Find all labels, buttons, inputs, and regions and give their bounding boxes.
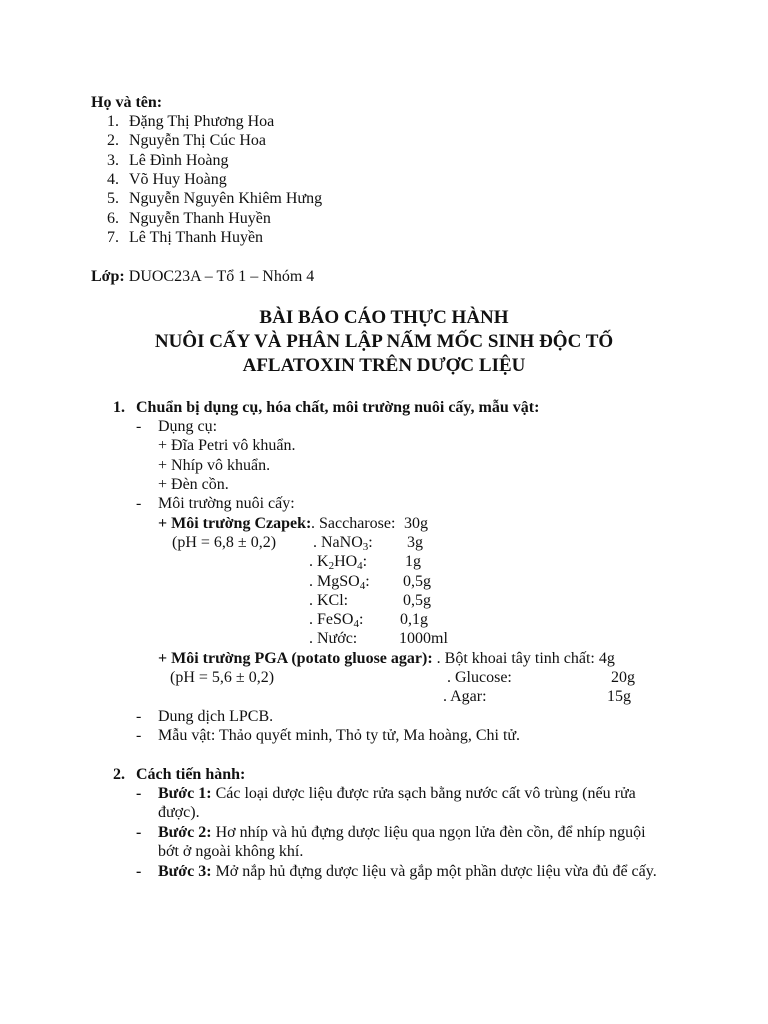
czapek-amount: 1g xyxy=(405,553,421,570)
title-line-2: NUÔI CẤY VÀ PHÂN LẬP NẤM MỐC SINH ĐỘC TỐ xyxy=(154,331,614,352)
step-label: Bước 1: xyxy=(158,785,212,802)
class-line xyxy=(91,267,314,287)
czapek-ingredient: . $K_2HO_4$: xyxy=(309,553,368,572)
step-item xyxy=(158,862,657,882)
member-number: 5. xyxy=(107,190,119,207)
class-value: DUOC23A – Tổ 1 – Nhóm 4 xyxy=(128,268,315,285)
member-name: Nguyễn Thanh Huyền xyxy=(129,210,271,227)
czapek-ingredient: . FeSO$_4$: xyxy=(309,611,364,630)
pga-amount: 4g xyxy=(598,650,615,667)
pga-ph: (pH = 5,6 ± 0,2) xyxy=(170,669,275,686)
pga-line xyxy=(158,649,615,669)
member-name: Nguyễn Thị Cúc Hoa xyxy=(129,132,267,149)
pga-amount: 20g xyxy=(611,669,635,686)
step-text: Mở nắp hủ đựng dược liệu và gắp một phần dược liệu vừa đủ để cấy. xyxy=(215,863,657,880)
title-line-1: BÀI BÁO CÁO THỰC HÀNH xyxy=(259,307,509,328)
member-number: 4. xyxy=(107,171,119,188)
member-name: Lê Thị Thanh Huyền xyxy=(129,229,264,246)
czapek-amount: 1000ml xyxy=(399,630,448,647)
czapek-amount: 30g xyxy=(404,515,428,532)
czapek-ingredient: . MgSO$_4$: xyxy=(309,573,370,592)
member-name: Võ Huy Hoàng xyxy=(129,171,227,188)
tool-item: + Đèn cồn. xyxy=(158,476,229,493)
step-continuation: bớt ở ngoài không khí. xyxy=(158,843,304,860)
czapek-amount: 3g xyxy=(407,534,423,551)
bullet-dash: - xyxy=(136,495,142,512)
member-number: 1. xyxy=(107,113,119,130)
section-number: 2. xyxy=(113,766,125,783)
tool-item: + Nhíp vô khuẩn. xyxy=(158,457,271,474)
member-number: 7. xyxy=(107,229,119,246)
member-name: Đặng Thị Phương Hoa xyxy=(129,113,275,130)
czapek-label: + Môi trường Czapek: xyxy=(158,515,312,532)
media-label: Môi trường nuôi cấy: xyxy=(158,495,295,512)
member-name: Nguyễn Nguyên Khiêm Hưng xyxy=(129,190,323,207)
step-item xyxy=(158,784,636,804)
step-text: Hơ nhíp và hủ đựng dược liệu qua ngọn lửa đèn cồn, để nhíp nguội xyxy=(215,824,646,841)
member-number: 6. xyxy=(107,210,119,227)
lpcb-item: Dung dịch LPCB. xyxy=(158,708,274,725)
pga-ingredient: . Glucose: xyxy=(447,669,512,686)
step-label: Bước 2: xyxy=(158,824,212,841)
section-number: 1. xyxy=(113,399,125,416)
member-name: Lê Đình Hoàng xyxy=(129,152,229,169)
bullet-dash: - xyxy=(136,824,142,841)
czapek-ingredient: . KCl: xyxy=(309,592,349,609)
bullet-dash: - xyxy=(136,727,142,744)
member-number: 3. xyxy=(107,152,119,169)
name-label: Họ và tên: xyxy=(91,94,163,111)
pga-amount: 15g xyxy=(607,688,631,705)
title-line-3: AFLATOXIN TRÊN DƯỢC LIỆU xyxy=(242,355,526,376)
step-text: Các loại dược liệu được rửa sạch bằng nước cất vô trùng (nếu rửa xyxy=(215,785,636,802)
bullet-dash: - xyxy=(136,785,142,802)
member-number: 2. xyxy=(107,132,119,149)
section-heading: Chuẩn bị dụng cụ, hóa chất, môi trường nuôi cấy, mẫu vật: xyxy=(136,399,540,416)
czapek-ph: (pH = 6,8 ± 0,2) xyxy=(172,534,277,551)
pga-label: + Môi trường PGA (potato gluose agar): xyxy=(158,650,433,667)
step-label: Bước 3: xyxy=(158,863,212,880)
pga-ingredient: . Bột khoai tây tinh chất: xyxy=(436,650,595,667)
section-heading: Cách tiến hành: xyxy=(136,766,246,783)
class-label: Lớp: xyxy=(91,268,125,285)
step-continuation: được). xyxy=(158,804,200,821)
czapek-ingredient: . NaNO$_3$: xyxy=(313,534,373,553)
czapek-ingredient: . Saccharose: xyxy=(311,515,396,532)
bullet-dash: - xyxy=(136,863,142,880)
czapek-ingredient: . Nước: xyxy=(309,630,358,647)
samples-item: Mẫu vật: Thảo quyết minh, Thỏ ty tử, Ma hoàng, Chi tử. xyxy=(158,727,521,744)
czapek-amount: 0,1g xyxy=(400,611,428,628)
bullet-dash: - xyxy=(136,418,142,435)
pga-ingredient: . Agar: xyxy=(443,688,487,705)
tool-item: + Đĩa Petri vô khuẩn. xyxy=(158,437,296,454)
bullet-dash: - xyxy=(136,708,142,725)
tools-label: Dụng cụ: xyxy=(158,418,218,435)
czapek-amount: 0,5g xyxy=(403,573,431,590)
czapek-amount: 0,5g xyxy=(403,592,431,609)
step-item xyxy=(158,823,646,843)
